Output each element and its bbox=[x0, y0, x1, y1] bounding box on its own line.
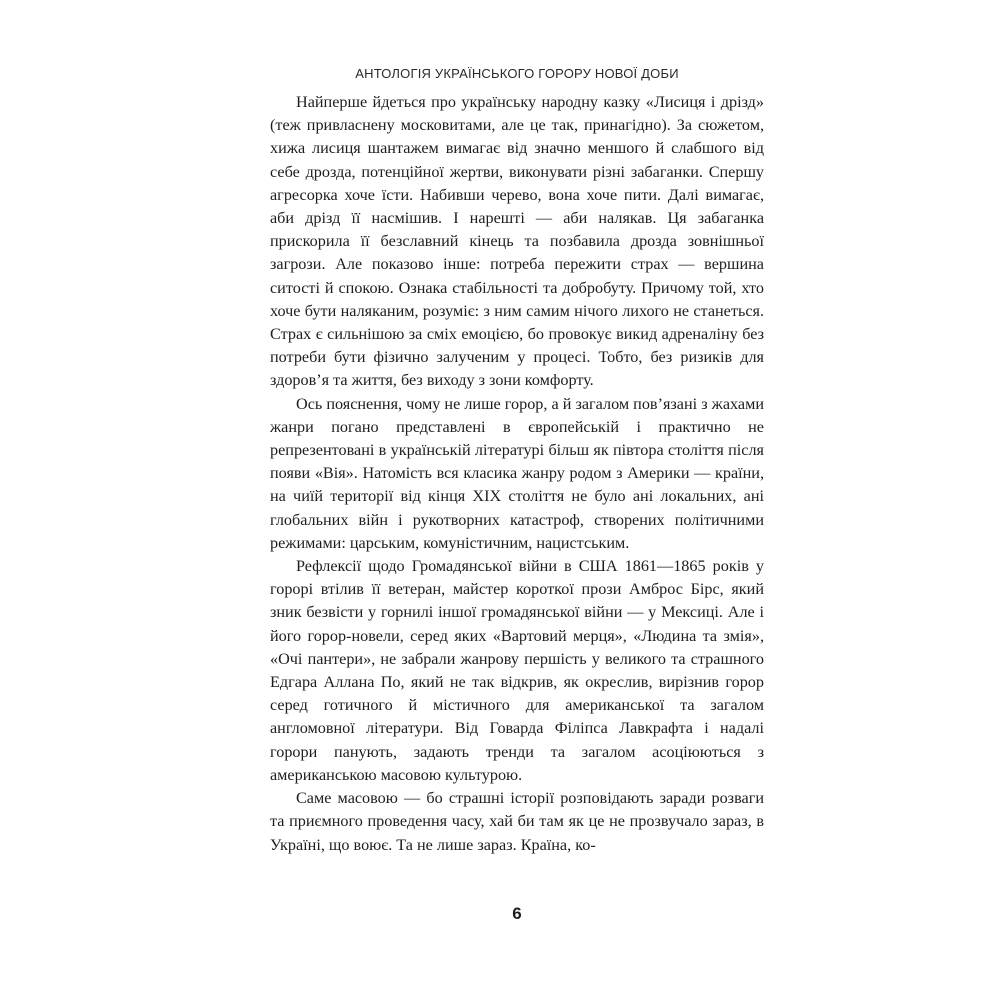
page-number: 6 bbox=[512, 904, 522, 923]
body-text bbox=[270, 91, 764, 857]
paragraph: Ось пояснення, чому не лише горор, а й загалом пов’язані з жахами жанри погано представлені в європейській і практично не репрезентовані в українській літературі більш як півтора століття після появи «Вія». Натомість вся класика жанру родом з Америки — країни, на чиїй території від кінця XIX століття не було ані локальних, ані глобальних війн і рукотворних катастроф, створених політичними режимами: царським, комуністичним, нацистським. bbox=[270, 394, 764, 552]
paragraph: Рефлексії щодо Громадянської війни в США 1861—1865 років у горорі втілив її ветеран, майстер короткої прози Амброс Бірс, який зник безвісти у горнилі іншої громадянської війни — у Мексиці. Але і його горор-новели, серед яких «Вартовий мерця», «Людина та змія», «Очі пантери», не забрали жанрову першість у великого та страшного Едгара Аллана По, який не так відкрив, як окреслив, вирізнив горор серед готичного й містичного для американської та загалом англомовної літератури. Від Говарда Філіпса Лавкрафта і надалі горори панують, задають тренди та загалом асоціюються з американською масовою культурою. bbox=[270, 557, 764, 784]
running-header: АНТОЛОГІЯ УКРАЇНСЬКОГО ГОРОРУ НОВОЇ ДОБИ bbox=[355, 66, 679, 81]
paragraph: Саме масовою — бо страшні історії розповідають заради розваги та приємного проведення часу, хай би там як це не прозвучало зараз, в Україні, що воює. Та не лише зараз. Країна, ко- bbox=[270, 789, 764, 854]
paragraph: Найперше йдеться про українську народну казку «Лисиця і дрізд» (теж привласнену московитами, але це так, принагідно). За сюжетом, хижа лисиця шантажем вимагає від значно меншого й слабшого від себе дрозда, потенційної жертви, виконувати різні забаганки. Спершу агресорка хоче їсти. Набивши черево, вона хоче пити. Далі вимагає, аби дрізд її насмішив. І нарешті — аби налякав. Ця забаганка прискорила її безславний кінець та позбавила дрозда зовнішньої загрози. Але показово інше: потреба пережити страх — вершина ситості й спокою. Ознака стабільності та добробуту. Причому той, хто хоче бути наляканим, розуміє: з ним самим нічого лихого не станеться. Страх є сильнішою за сміх емоцією, бо провокує викид адреналіну без потреби бути фізично залученим у процесі. Тобто, без ризиків для здоров’я та життя, без виходу з зони комфорту. bbox=[270, 93, 764, 390]
